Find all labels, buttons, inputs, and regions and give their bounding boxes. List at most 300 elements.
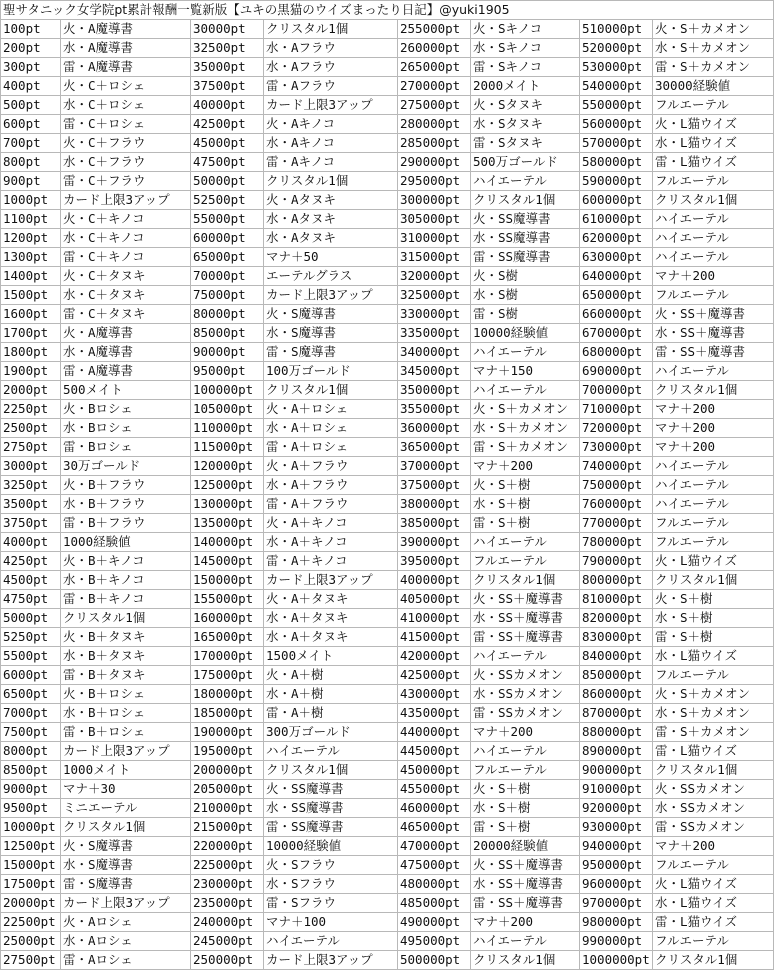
points-cell: 660000pt	[580, 305, 653, 324]
points-cell: 890000pt	[580, 742, 653, 761]
reward-cell: 火・S＋カメオン	[653, 685, 774, 704]
reward-cell: 水・Aキノコ	[264, 134, 398, 153]
reward-cell: 30000経験値	[653, 77, 774, 96]
points-cell: 5000pt	[1, 609, 61, 628]
points-cell: 265000pt	[398, 58, 471, 77]
reward-cell: 雷・Sキノコ	[471, 58, 580, 77]
points-cell: 27500pt	[1, 951, 61, 970]
reward-cell: 火・SS魔導書	[471, 210, 580, 229]
points-cell: 22500pt	[1, 913, 61, 932]
points-cell: 50000pt	[191, 172, 264, 191]
reward-cell: 火・Sキノコ	[471, 20, 580, 39]
table-row	[1, 381, 774, 400]
points-cell: 445000pt	[398, 742, 471, 761]
points-cell: 145000pt	[191, 552, 264, 571]
reward-cell: 火・A魔導書	[61, 324, 191, 343]
table-row	[1, 837, 774, 856]
points-cell: 500pt	[1, 96, 61, 115]
points-cell: 430000pt	[398, 685, 471, 704]
points-cell: 820000pt	[580, 609, 653, 628]
table-row	[1, 267, 774, 286]
table-row	[1, 856, 774, 875]
points-cell: 690000pt	[580, 362, 653, 381]
reward-cell: 水・Sタヌキ	[471, 115, 580, 134]
points-cell: 6500pt	[1, 685, 61, 704]
reward-cell: 火・S＋樹	[653, 590, 774, 609]
points-cell: 670000pt	[580, 324, 653, 343]
points-cell: 8500pt	[1, 761, 61, 780]
reward-cell: フルエーテル	[653, 96, 774, 115]
reward-cell: 雷・Aロシェ	[61, 951, 191, 970]
reward-cell: 火・SSカメオン	[653, 780, 774, 799]
points-cell: 5250pt	[1, 628, 61, 647]
table-row	[1, 438, 774, 457]
reward-cell: 水・B＋フラウ	[61, 495, 191, 514]
reward-cell: 雷・S＋カメオン	[653, 723, 774, 742]
reward-cell: カード上限3アップ	[61, 742, 191, 761]
points-cell: 650000pt	[580, 286, 653, 305]
points-cell: 840000pt	[580, 647, 653, 666]
reward-cell: 水・A＋フラウ	[264, 476, 398, 495]
points-cell: 455000pt	[398, 780, 471, 799]
table-row	[1, 153, 774, 172]
points-cell: 4250pt	[1, 552, 61, 571]
reward-cell: 水・S＋樹	[471, 799, 580, 818]
points-cell: 960000pt	[580, 875, 653, 894]
points-cell: 380000pt	[398, 495, 471, 514]
reward-cell: 水・Aロシェ	[61, 932, 191, 951]
table-row	[1, 761, 774, 780]
reward-cell: 火・A＋タヌキ	[264, 590, 398, 609]
points-cell: 355000pt	[398, 400, 471, 419]
reward-cell: カード上限3アップ	[61, 191, 191, 210]
reward-cell: マナ＋150	[471, 362, 580, 381]
points-cell: 250000pt	[191, 951, 264, 970]
points-cell: 15000pt	[1, 856, 61, 875]
reward-cell: 火・SS＋魔導書	[653, 305, 774, 324]
reward-cell: 雷・SS＋魔導書	[471, 894, 580, 913]
reward-cell: 火・Sフラウ	[264, 856, 398, 875]
reward-cell: 水・Aフラウ	[264, 39, 398, 58]
reward-cell: 水・Aタヌキ	[264, 210, 398, 229]
reward-cell: 水・B＋キノコ	[61, 571, 191, 590]
reward-cell: 雷・A＋樹	[264, 704, 398, 723]
reward-cell: クリスタル1個	[61, 609, 191, 628]
points-cell: 215000pt	[191, 818, 264, 837]
reward-cell: 水・A＋ロシェ	[264, 419, 398, 438]
table-row	[1, 552, 774, 571]
table-row	[1, 932, 774, 951]
points-cell: 590000pt	[580, 172, 653, 191]
points-cell: 910000pt	[580, 780, 653, 799]
reward-cell: 水・C＋ロシェ	[61, 96, 191, 115]
reward-cell: 水・C＋タヌキ	[61, 286, 191, 305]
reward-cell: クリスタル1個	[471, 571, 580, 590]
reward-cell: 火・L猫ウイズ	[653, 115, 774, 134]
points-cell: 610000pt	[580, 210, 653, 229]
reward-cell: 水・SS＋魔導書	[471, 875, 580, 894]
points-cell: 810000pt	[580, 590, 653, 609]
points-cell: 700pt	[1, 134, 61, 153]
points-cell: 3750pt	[1, 514, 61, 533]
table-row	[1, 875, 774, 894]
reward-cell: クリスタル1個	[471, 191, 580, 210]
table-row	[1, 495, 774, 514]
reward-cell: 水・A＋タヌキ	[264, 628, 398, 647]
reward-cell: 水・SS魔導書	[264, 799, 398, 818]
points-cell: 95000pt	[191, 362, 264, 381]
reward-cell: 30万ゴールド	[61, 457, 191, 476]
points-cell: 220000pt	[191, 837, 264, 856]
table-row	[1, 400, 774, 419]
reward-cell: マナ＋200	[471, 457, 580, 476]
reward-cell: 水・B＋ロシェ	[61, 704, 191, 723]
points-cell: 475000pt	[398, 856, 471, 875]
points-cell: 200000pt	[191, 761, 264, 780]
reward-cell: 水・S＋カメオン	[653, 39, 774, 58]
points-cell: 350000pt	[398, 381, 471, 400]
reward-cell: クリスタル1個	[264, 761, 398, 780]
points-cell: 630000pt	[580, 248, 653, 267]
table-row	[1, 818, 774, 837]
points-cell: 80000pt	[191, 305, 264, 324]
points-cell: 290000pt	[398, 153, 471, 172]
points-cell: 390000pt	[398, 533, 471, 552]
points-cell: 310000pt	[398, 229, 471, 248]
points-cell: 47500pt	[191, 153, 264, 172]
points-cell: 155000pt	[191, 590, 264, 609]
points-cell: 500000pt	[398, 951, 471, 970]
reward-cell: 水・SS魔導書	[471, 229, 580, 248]
reward-cell: フルエーテル	[653, 172, 774, 191]
points-cell: 1100pt	[1, 210, 61, 229]
reward-cell: 雷・S樹	[471, 305, 580, 324]
reward-cell: 水・SSカメオン	[471, 685, 580, 704]
points-cell: 320000pt	[398, 267, 471, 286]
reward-cell: 雷・S＋カメオン	[653, 58, 774, 77]
reward-cell: フルエーテル	[653, 856, 774, 875]
reward-cell: 500万ゴールド	[471, 153, 580, 172]
points-cell: 740000pt	[580, 457, 653, 476]
points-cell: 90000pt	[191, 343, 264, 362]
reward-cell: 雷・SS＋魔導書	[471, 628, 580, 647]
points-cell: 435000pt	[398, 704, 471, 723]
reward-cell: クリスタル1個	[653, 381, 774, 400]
points-cell: 1500pt	[1, 286, 61, 305]
reward-cell: ハイエーテル	[653, 229, 774, 248]
reward-cell: 火・SS＋魔導書	[471, 856, 580, 875]
points-cell: 205000pt	[191, 780, 264, 799]
reward-cell: クリスタル1個	[653, 571, 774, 590]
reward-cell: 雷・Sフラウ	[264, 894, 398, 913]
reward-cell: 雷・B＋フラウ	[61, 514, 191, 533]
reward-cell: クリスタル1個	[653, 191, 774, 210]
points-cell: 3500pt	[1, 495, 61, 514]
points-cell: 335000pt	[398, 324, 471, 343]
reward-cell: 雷・C＋キノコ	[61, 248, 191, 267]
reward-cell: マナ＋30	[61, 780, 191, 799]
points-cell: 255000pt	[398, 20, 471, 39]
points-cell: 360000pt	[398, 419, 471, 438]
reward-cell: 雷・SS魔導書	[264, 818, 398, 837]
reward-cell: 水・A魔導書	[61, 39, 191, 58]
points-cell: 25000pt	[1, 932, 61, 951]
reward-cell: マナ＋200	[653, 837, 774, 856]
reward-cell: 雷・S＋樹	[653, 628, 774, 647]
reward-cell: 雷・Sタヌキ	[471, 134, 580, 153]
table-row	[1, 799, 774, 818]
points-cell: 2250pt	[1, 400, 61, 419]
points-cell: 330000pt	[398, 305, 471, 324]
reward-cell: ハイエーテル	[471, 172, 580, 191]
reward-cell: マナ＋200	[471, 913, 580, 932]
points-cell: 1200pt	[1, 229, 61, 248]
points-cell: 300pt	[1, 58, 61, 77]
reward-cell: クリスタル1個	[264, 20, 398, 39]
reward-cell: 火・A＋キノコ	[264, 514, 398, 533]
reward-cell: 雷・C＋タヌキ	[61, 305, 191, 324]
points-cell: 1000pt	[1, 191, 61, 210]
reward-cell: マナ＋200	[653, 400, 774, 419]
points-cell: 2000pt	[1, 381, 61, 400]
points-cell: 410000pt	[398, 609, 471, 628]
points-cell: 540000pt	[580, 77, 653, 96]
points-cell: 115000pt	[191, 438, 264, 457]
reward-cell: 火・A魔導書	[61, 20, 191, 39]
reward-cell: 10000経験値	[471, 324, 580, 343]
reward-cell: ハイエーテル	[471, 381, 580, 400]
points-cell: 1400pt	[1, 267, 61, 286]
points-cell: 790000pt	[580, 552, 653, 571]
points-cell: 35000pt	[191, 58, 264, 77]
reward-cell: クリスタル1個	[653, 951, 774, 970]
points-cell: 710000pt	[580, 400, 653, 419]
table-row	[1, 115, 774, 134]
points-cell: 2500pt	[1, 419, 61, 438]
points-cell: 680000pt	[580, 343, 653, 362]
reward-cell: 雷・S魔導書	[264, 343, 398, 362]
points-cell: 60000pt	[191, 229, 264, 248]
points-cell: 340000pt	[398, 343, 471, 362]
points-cell: 175000pt	[191, 666, 264, 685]
points-cell: 1600pt	[1, 305, 61, 324]
reward-cell: 水・Bロシェ	[61, 419, 191, 438]
reward-cell: 火・A＋フラウ	[264, 457, 398, 476]
reward-cell: 雷・SSカメオン	[471, 704, 580, 723]
reward-cell: 火・Aタヌキ	[264, 191, 398, 210]
reward-cell: 雷・A＋ロシェ	[264, 438, 398, 457]
points-cell: 120000pt	[191, 457, 264, 476]
points-cell: 325000pt	[398, 286, 471, 305]
table-row	[1, 571, 774, 590]
points-cell: 400pt	[1, 77, 61, 96]
points-cell: 970000pt	[580, 894, 653, 913]
points-cell: 950000pt	[580, 856, 653, 875]
reward-cell: 水・S魔導書	[264, 324, 398, 343]
reward-cell: 水・SSカメオン	[653, 799, 774, 818]
points-cell: 375000pt	[398, 476, 471, 495]
reward-cell: 水・Aフラウ	[264, 58, 398, 77]
points-cell: 470000pt	[398, 837, 471, 856]
points-cell: 485000pt	[398, 894, 471, 913]
reward-cell: ハイエーテル	[653, 362, 774, 381]
title-row	[1, 1, 774, 20]
points-cell: 4500pt	[1, 571, 61, 590]
reward-cell: 水・A＋キノコ	[264, 533, 398, 552]
reward-cell: 雷・C＋ロシェ	[61, 115, 191, 134]
points-cell: 240000pt	[191, 913, 264, 932]
points-cell: 4000pt	[1, 533, 61, 552]
reward-cell: 火・C＋タヌキ	[61, 267, 191, 286]
reward-cell: 火・S＋樹	[471, 780, 580, 799]
table-row	[1, 419, 774, 438]
points-cell: 510000pt	[580, 20, 653, 39]
reward-cell: フルエーテル	[653, 666, 774, 685]
reward-cell: マナ＋200	[471, 723, 580, 742]
reward-cell: 水・A魔導書	[61, 343, 191, 362]
table-row	[1, 666, 774, 685]
reward-cell: 雷・A魔導書	[61, 58, 191, 77]
reward-cell: 火・Bロシェ	[61, 400, 191, 419]
reward-cell: ハイエーテル	[653, 457, 774, 476]
points-cell: 570000pt	[580, 134, 653, 153]
points-cell: 55000pt	[191, 210, 264, 229]
reward-cell: 雷・S＋カメオン	[471, 438, 580, 457]
points-cell: 6000pt	[1, 666, 61, 685]
reward-cell: 水・S＋カメオン	[471, 419, 580, 438]
points-cell: 1000000pt	[580, 951, 653, 970]
points-cell: 9000pt	[1, 780, 61, 799]
reward-cell: 雷・SSカメオン	[653, 818, 774, 837]
reward-cell: 水・L猫ウイズ	[653, 134, 774, 153]
reward-cell: ハイエーテル	[471, 932, 580, 951]
reward-cell: 水・SS＋魔導書	[471, 609, 580, 628]
reward-cell: 500メイト	[61, 381, 191, 400]
points-cell: 4750pt	[1, 590, 61, 609]
reward-cell: 1000メイト	[61, 761, 191, 780]
reward-cell: ハイエーテル	[653, 248, 774, 267]
points-cell: 1900pt	[1, 362, 61, 381]
reward-cell: 雷・Aフラウ	[264, 77, 398, 96]
points-cell: 900000pt	[580, 761, 653, 780]
points-cell: 980000pt	[580, 913, 653, 932]
points-cell: 450000pt	[398, 761, 471, 780]
reward-cell: 雷・B＋ロシェ	[61, 723, 191, 742]
reward-cell: 2000メイト	[471, 77, 580, 96]
points-cell: 130000pt	[191, 495, 264, 514]
points-cell: 760000pt	[580, 495, 653, 514]
points-cell: 270000pt	[398, 77, 471, 96]
reward-cell: フルエーテル	[471, 552, 580, 571]
reward-cell: 雷・S＋樹	[471, 514, 580, 533]
reward-cell: 火・S＋樹	[471, 476, 580, 495]
table-row	[1, 533, 774, 552]
table-row	[1, 58, 774, 77]
points-cell: 750000pt	[580, 476, 653, 495]
points-cell: 5500pt	[1, 647, 61, 666]
reward-cell: マナ＋200	[653, 267, 774, 286]
points-cell: 7000pt	[1, 704, 61, 723]
points-cell: 385000pt	[398, 514, 471, 533]
reward-table-body	[1, 1, 774, 970]
points-cell: 460000pt	[398, 799, 471, 818]
reward-cell: 水・Sフラウ	[264, 875, 398, 894]
points-cell: 1300pt	[1, 248, 61, 267]
table-row	[1, 723, 774, 742]
points-cell: 245000pt	[191, 932, 264, 951]
reward-cell: 雷・A＋キノコ	[264, 552, 398, 571]
table-row	[1, 39, 774, 58]
reward-cell: クリスタル1個	[61, 818, 191, 837]
points-cell: 100pt	[1, 20, 61, 39]
points-cell: 285000pt	[398, 134, 471, 153]
table-row	[1, 20, 774, 39]
reward-cell: カード上限3アップ	[61, 894, 191, 913]
reward-cell: 水・S樹	[471, 286, 580, 305]
table-row	[1, 647, 774, 666]
points-cell: 225000pt	[191, 856, 264, 875]
reward-cell: 雷・C＋フラウ	[61, 172, 191, 191]
points-cell: 3000pt	[1, 457, 61, 476]
reward-cell: クリスタル1個	[471, 951, 580, 970]
points-cell: 37500pt	[191, 77, 264, 96]
points-cell: 465000pt	[398, 818, 471, 837]
table-row	[1, 457, 774, 476]
points-cell: 100000pt	[191, 381, 264, 400]
reward-cell: 火・C＋ロシェ	[61, 77, 191, 96]
points-cell: 620000pt	[580, 229, 653, 248]
reward-cell: 20000経験値	[471, 837, 580, 856]
reward-cell: 水・S＋樹	[471, 495, 580, 514]
table-row	[1, 590, 774, 609]
points-cell: 10000pt	[1, 818, 61, 837]
points-cell: 125000pt	[191, 476, 264, 495]
points-cell: 300000pt	[398, 191, 471, 210]
points-cell: 420000pt	[398, 647, 471, 666]
reward-cell: 水・Sキノコ	[471, 39, 580, 58]
points-cell: 85000pt	[191, 324, 264, 343]
reward-cell: フルエーテル	[653, 533, 774, 552]
points-cell: 295000pt	[398, 172, 471, 191]
table-row	[1, 191, 774, 210]
table-row	[1, 951, 774, 970]
points-cell: 12500pt	[1, 837, 61, 856]
table-row	[1, 628, 774, 647]
reward-cell: 火・L猫ウイズ	[653, 552, 774, 571]
reward-cell: フルエーテル	[653, 286, 774, 305]
points-cell: 365000pt	[398, 438, 471, 457]
points-cell: 17500pt	[1, 875, 61, 894]
reward-cell: マナ＋200	[653, 419, 774, 438]
table-row	[1, 913, 774, 932]
points-cell: 185000pt	[191, 704, 264, 723]
points-cell: 180000pt	[191, 685, 264, 704]
reward-cell: 水・C＋キノコ	[61, 229, 191, 248]
reward-cell: 火・B＋タヌキ	[61, 628, 191, 647]
table-row	[1, 514, 774, 533]
points-cell: 870000pt	[580, 704, 653, 723]
reward-cell: 水・S＋カメオン	[653, 704, 774, 723]
points-cell: 105000pt	[191, 400, 264, 419]
reward-cell: 水・A＋樹	[264, 685, 398, 704]
reward-cell: 火・S樹	[471, 267, 580, 286]
points-cell: 830000pt	[580, 628, 653, 647]
points-cell: 9500pt	[1, 799, 61, 818]
table-row	[1, 609, 774, 628]
points-cell: 70000pt	[191, 267, 264, 286]
points-cell: 730000pt	[580, 438, 653, 457]
reward-cell: 雷・A魔導書	[61, 362, 191, 381]
